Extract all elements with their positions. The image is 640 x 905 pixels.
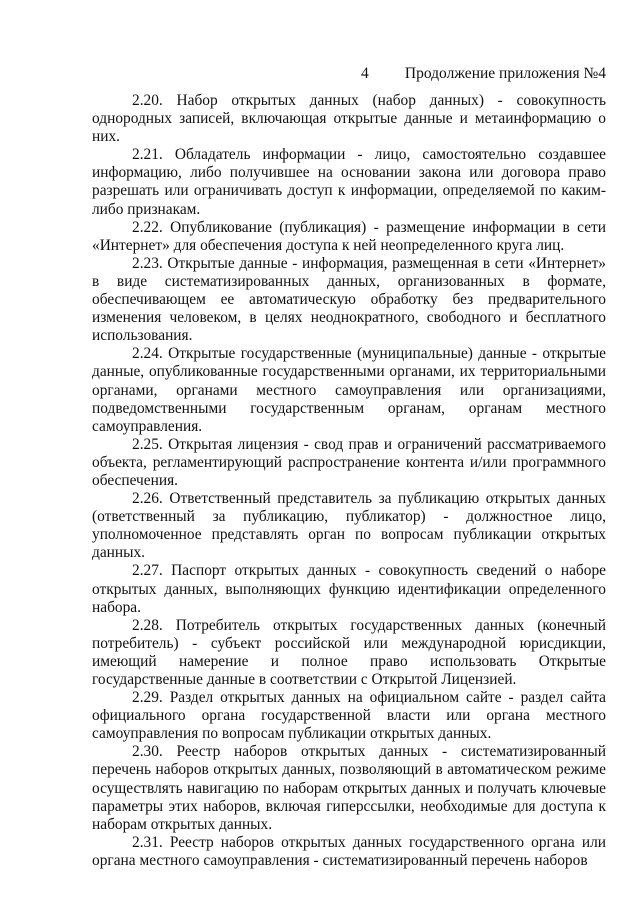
definition-paragraph-2-23: 2.23. Открытые данные - информация, размещенная в сети «Интернет» в виде систематизированных данных, организованных в формате, обеспечивающем ее автоматическую обработку без предварительного изменения человеком, в целях неоднократного, свободного и бесплатного использования.	[92, 254, 606, 345]
appendix-continuation-label: Продолжение приложения №4	[404, 65, 606, 82]
definition-paragraph-2-21: 2.21. Обладатель информации - лицо, самостоятельно создавшее информацию, либо получившее на основании закона или договора право разрешать или ограничивать доступ к информации, определяемой по каким-либо признакам.	[92, 146, 606, 218]
definition-paragraph-2-25: 2.25. Открытая лицензия - свод прав и ограничений рассматриваемого объекта, регламентирующий распространение контента и/или программного обеспечения.	[92, 435, 606, 489]
definition-paragraph-2-30: 2.30. Реестр наборов открытых данных - систематизированный перечень наборов открытых данных, позволяющий в автоматическом режиме осуществлять навигацию по наборам открытых данных и получать ключевые параметры этих наборов, включая гиперссылки, необходимые для доступа к наборам открытых данных.	[92, 743, 606, 833]
definition-paragraph-2-31: 2.31. Реестр наборов открытых данных государственного органа или органа местного самоуправления - систематизированный перечень наборов	[92, 833, 606, 869]
definition-paragraph-2-27: 2.27. Паспорт открытых данных - совокупность сведений о наборе открытых данных, выполняющих функцию идентификации определенного набора.	[92, 562, 606, 616]
definition-paragraph-2-26: 2.26. Ответственный представитель за публикацию открытых данных (ответственный за публикацию, публикатор) - должностное лицо, уполномоченное представлять орган по вопросам публикации открытых данных.	[92, 490, 606, 562]
definition-paragraph-2-24: 2.24. Открытые государственные (муниципальные) данные - открытые данные, опубликованные государственными органами, их территориальными органами, органами местного самоуправления или организациями, подведомственными государственным органам, органам местного самоуправления.	[92, 345, 606, 435]
definition-paragraph-2-22: 2.22. Опубликование (публикация) - размещение информации в сети «Интернет» для обеспечения доступа к ней неопределенного круга лиц.	[92, 218, 606, 254]
definition-paragraph-2-28: 2.28. Потребитель открытых государственных данных (конечный потребитель) - субъект российской или международной юрисдикции, имеющий намерение и полное право использовать Открытые государственные данные в соответствии с Открытой Лицензией.	[92, 616, 606, 688]
page-number: 4	[361, 65, 369, 82]
document-body	[92, 92, 606, 870]
page-header	[92, 64, 606, 84]
definition-paragraph-2-20: 2.20. Набор открытых данных (набор данных) - совокупность однородных записей, включающая открытые данные и метаинформацию о них.	[92, 92, 606, 146]
definition-paragraph-2-29: 2.29. Раздел открытых данных на официальном сайте - раздел сайта официального органа государственной власти или органа местного самоуправления по вопросам публикации открытых данных.	[92, 689, 606, 743]
